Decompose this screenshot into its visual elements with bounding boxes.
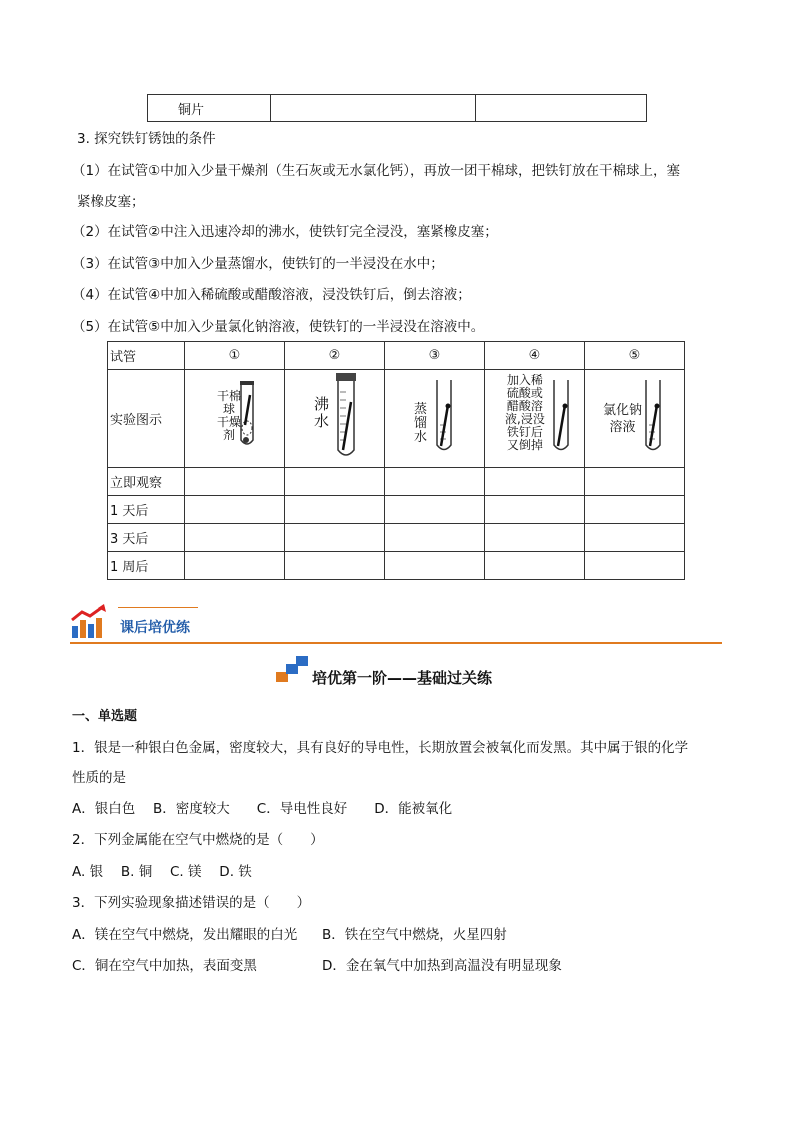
row-label: 立即观察: [108, 468, 185, 496]
tube-3-label: 蒸 馏 水: [414, 402, 428, 445]
row-label: 3 天后: [108, 524, 185, 552]
section3-step: （2）在试管②中注入迅速冷却的沸水，使铁钉完全浸没，塞紧橡皮塞；: [72, 224, 498, 240]
row-label: 1 周后: [108, 552, 185, 580]
tube-number: ③: [385, 342, 485, 370]
tube-5-icon: [646, 380, 660, 450]
tube-1-label: 干棉 球 干燥 剂: [217, 389, 242, 442]
tube-4-label: 加入稀 硫酸或 醋酸溶 液,浸没 铁钉后 又倒掉: [505, 373, 545, 452]
section-header-topline: [118, 607, 198, 608]
test-tube-figures: [0, 0, 794, 480]
section3-title: 3. 探究铁钉锈蚀的条件: [77, 131, 216, 147]
tube-2-icon: [336, 373, 356, 455]
image-row-label: 实验图示: [108, 370, 185, 468]
section3-step: （5）在试管⑤中加入少量氯化钠溶液，使铁钉的一半浸没在溶液中。: [72, 319, 485, 335]
section-divider: [70, 642, 722, 644]
tube-5-label: 氯化钠 溶液: [603, 403, 643, 435]
question-3-option-a: A．镁在空气中燃烧，发出耀眼的白光: [72, 927, 298, 943]
question-2-text: 2．下列金属能在空气中燃烧的是（ ）: [72, 832, 324, 848]
tube-1-icon: [240, 381, 254, 444]
section3-step: （1）在试管①中加入少量干燥剂（生石灰或无水氯化钙），再放一团干棉球，把铁钉放在干棉球上，塞: [72, 163, 680, 179]
question-3-text: 3．下列实验现象描述错误的是（ ）: [72, 895, 311, 911]
section-header-title: 课后培优练: [120, 620, 190, 636]
tube-4-icon: [554, 380, 568, 450]
tube-number: ①: [185, 342, 285, 370]
question-3-option-c: C．铜在空气中加热，表面变黑: [72, 958, 257, 974]
tube-number: ⑤: [585, 342, 685, 370]
question-1-text: 1．银是一种银白色金属，密度较大，具有良好的导电性，长期放置会被氧化而发黑。其中属于银的化学: [72, 740, 689, 756]
section3-step: （3）在试管③中加入少量蒸馏水，使铁钉的一半浸没在水中；: [72, 256, 444, 272]
stairs-icon: [276, 656, 310, 684]
subheader-title: 培优第一阶——基础过关练: [312, 669, 493, 687]
table-header-label: 试管: [108, 342, 185, 370]
row-label: 1 天后: [108, 496, 185, 524]
section3-step: （4）在试管④中加入稀硫酸或醋酸溶液，浸没铁钉后，倒去溶液；: [72, 287, 471, 303]
question-3-option-b: B．铁在空气中燃烧，火星四射: [322, 927, 507, 943]
question-section-heading: 一、单选题: [72, 709, 138, 724]
question-1-text: 性质的是: [72, 770, 126, 786]
tube-number: ②: [285, 342, 385, 370]
question-1-options: A．银白色 B．密度较大 C．导电性良好 D．能被氧化: [72, 801, 453, 817]
top-table-label: 铜片: [148, 95, 271, 122]
tube-number: ④: [485, 342, 585, 370]
question-2-options: A. 银 B. 铜 C. 镁 D. 铁: [72, 864, 252, 880]
section3-step: 紧橡皮塞；: [77, 194, 145, 210]
chart-growth-icon: [70, 604, 110, 640]
question-3-option-d: D．金在氧气中加热到高温没有明显现象: [322, 958, 562, 974]
tube-3-icon: [437, 380, 451, 450]
tube-2-label: 沸 水: [314, 395, 330, 430]
